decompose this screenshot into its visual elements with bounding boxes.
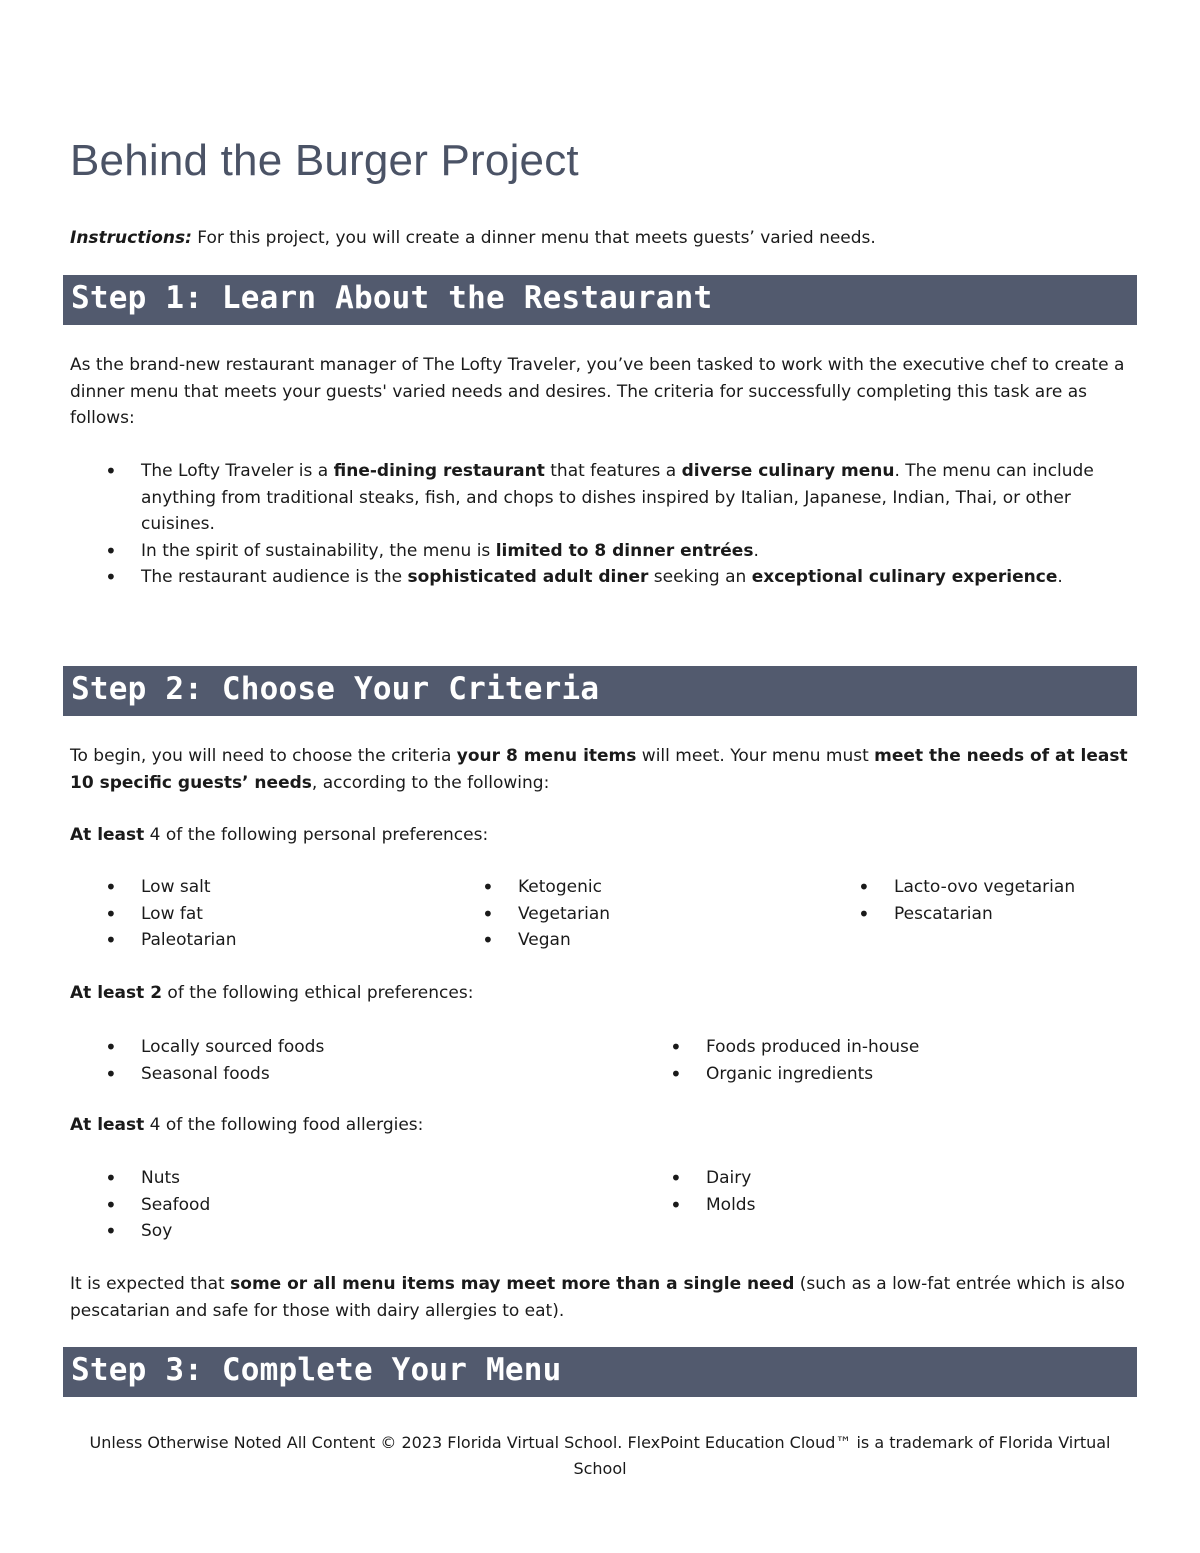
- food-allergies-label: At least 4 of the following food allergies:: [70, 1115, 424, 1135]
- list-item: • Seafood: [105, 1192, 605, 1219]
- instructions-text: For this project, you will create a dinner menu that meets guests’ varied needs.: [191, 228, 876, 248]
- step1-heading: Step 1: Learn About the Restaurant: [71, 280, 713, 316]
- list-item: • Ketogenic: [482, 874, 822, 901]
- personal-list-col2: [482, 874, 822, 954]
- list-item: • The restaurant audience is the sophisticated adult diner seeking an exceptional culinary experience.: [105, 564, 1105, 591]
- list-item: • Dairy: [670, 1165, 1130, 1192]
- step3-heading-bar: [63, 1347, 1137, 1397]
- list-item: • In the spirit of sustainability, the menu is limited to 8 dinner entrées.: [105, 538, 1105, 565]
- step3-heading: Step 3: Complete Your Menu: [71, 1352, 562, 1388]
- list-item: • Low fat: [105, 901, 445, 928]
- allergies-list-col1: [105, 1165, 605, 1245]
- personal-preferences-label: At least 4 of the following personal preferences:: [70, 825, 489, 845]
- instructions-paragraph: [70, 225, 876, 252]
- page-title: Behind the Burger Project: [70, 136, 579, 185]
- step2-intro: To begin, you will need to choose the criteria your 8 menu items will meet. Your menu must meet the needs of at least 10 specific guests’ needs, according to the following:: [70, 746, 1128, 793]
- list-item: • Nuts: [105, 1165, 605, 1192]
- step2-heading-bar: [63, 666, 1137, 716]
- list-item: • Low salt: [105, 874, 445, 901]
- list-item: • Molds: [670, 1192, 1130, 1219]
- allergies-list-col2: [670, 1165, 1130, 1218]
- list-item: • Organic ingredients: [670, 1061, 1130, 1088]
- instructions-label: Instructions:: [70, 228, 192, 248]
- list-item: • Seasonal foods: [105, 1061, 605, 1088]
- list-item: • Lacto-ovo vegetarian: [858, 874, 1158, 901]
- step1-criteria-list: [105, 458, 1105, 591]
- list-item: • Foods produced in-house: [670, 1034, 1130, 1061]
- list-item: • Locally sourced foods: [105, 1034, 605, 1061]
- list-item: • Soy: [105, 1218, 605, 1245]
- list-item: • Vegetarian: [482, 901, 822, 928]
- step2-heading: Step 2: Choose Your Criteria: [71, 671, 600, 707]
- step1-intro: As the brand-new restaurant manager of The Lofty Traveler, you’ve been tasked to work with the executive chef to create a dinner menu that meets your guests' varied needs and desires. The criteria for successfully completing this task are as follows:: [70, 355, 1125, 428]
- ethical-list-col1: [105, 1034, 605, 1087]
- ethical-preferences-label: At least 2 of the following ethical preferences:: [70, 983, 474, 1003]
- personal-list-col3: [858, 874, 1158, 927]
- expectation-paragraph: It is expected that some or all menu items may meet more than a single need (such as a low-fat entrée which is also pescatarian and safe for those with dairy allergies to eat).: [70, 1274, 1125, 1321]
- ethical-list-col2: [670, 1034, 1130, 1087]
- personal-list-col1: [105, 874, 445, 954]
- list-item: • Pescatarian: [858, 901, 1158, 928]
- copyright-footer: Unless Otherwise Noted All Content © 2023 Florida Virtual School. FlexPoint Education Cloud™ is a trademark of Florida Virtual School: [89, 1433, 1111, 1478]
- list-item: • The Lofty Traveler is a fine-dining restaurant that features a diverse culinary menu. The menu can include anything from traditional steaks, fish, and chops to dishes inspired by Italian, Japanese, Indian, Thai, or other cuisines.: [105, 458, 1105, 538]
- list-item: • Vegan: [482, 927, 822, 954]
- list-item: • Paleotarian: [105, 927, 445, 954]
- step1-heading-bar: [63, 275, 1137, 325]
